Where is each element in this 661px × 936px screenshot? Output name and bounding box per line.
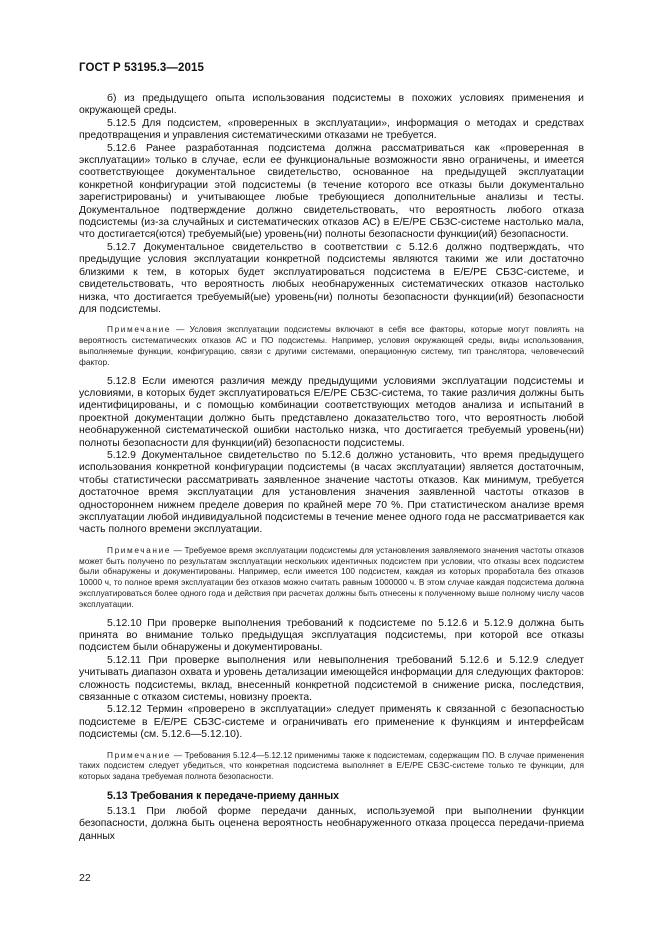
note-3 [79,750,584,782]
paragraph-5-12-5: 5.12.5 Для подсистем, «проверенных в эксплуатации», информация о методах и средствах предотвращения и управления систематическими отказами не требуется. [79,117,584,142]
note-label: Примечание [107,749,172,760]
paragraph-5-12-7: 5.12.7 Документальное свидетельство в соответствии с 5.12.6 должно подтверждать, что предыдущие условия эксплуатации конкретной подсистемы являются такими же или достаточно близкими к тем, в которых будет эксплуатироваться подсистема в E/E/PE СБЗС-системе, и свидетельствовать, что вероятность любых необнаруженных систематических отказов настолько низка, что достигается требуемый(ые) уровень(ни) полноты безопасности функции(ий) безопасности для подсистемы. [79,241,584,315]
paragraph-5-12-12: 5.12.12 Термин «проверено в эксплуатации» следует применять к связанной с безопасностью подсистеме в E/E/PE СБЗС-системе и ограничивать его применение к функциям и интерфейсам подсистемы (см. 5.12.6—5.12.10). [79,704,584,741]
note-text: — Требования 5.12.4—5.12.12 применимы также к подсистемам, содержащим ПО. В случае применения таких подсистем следует убедиться, что конкретная подсистема выполняет в E/E/PE СБЗС-системе только те функции, для которых задана требуемая полнота безопасности. [79,749,584,782]
paragraph-5-12-6: 5.12.6 Ранее разработанная подсистема должна рассматриваться как «проверенная в эксплуатации» только в случае, если ее функциональные возможности явно ограничены, и имеется соответствующее документальное свидетельство, основанное на предыдущей эксплуатации конкретной конфигурации этой подсистемы (в течение которого все отказы были документально зарегистрированы) и учитывающее любые требующиеся дополнительные анализы и тесты. Документальное подтверждение должно свидетельствовать, что вероятность любого отказа подсистемы (из-за случайных и систематических отказов АС) в E/E/PE СБЗС-системе настолько мала, что достигается(ются) требуемый(ые) уровень(ни) полноты безопасности функции(ий) безопасности. [79,142,584,241]
paragraph-5-12-10: 5.12.10 При проверке выполнения требований к подсистеме по 5.12.6 и 5.12.9 должна быть принята во внимание только предыдущая эксплуатация подсистемы, при которой все отказы подсистем были обнаружены и документированы. [79,617,584,654]
note-label: Примечание [107,324,172,335]
note-2 [79,545,584,610]
note-1 [79,324,584,367]
page-body [79,93,584,843]
paragraph-5-12-11: 5.12.11 При проверке выполнения или невыполнения требований 5.12.6 и 5.12.9 следует учитывать диапазон охвата и уровень детализации имеющейся информации для следующих факторов: сложность подсистемы, вклад, внесенный конкретной подсистемой в снижение риска, последствия, связанные с отказом системы, новизну проекта. [79,654,584,703]
note-text: — Требуемое время эксплуатации подсистемы для установления заявляемого значения частоты отказов может быть получено по результатам эксплуатации нескольких идентичных подсистем при условии, что отказы всех подсистем были обнаружены и документированы. Например, если имеется 100 подсистем, каждая из которых проработала без отказов 10000 ч, то полное время эксплуатации без отказов можно считать равным 1000000 ч. В этом случае каждая подсистема должна эксплуатироваться более одного года и действия при расчетах должны быть отнесены к полученному выше полному числу часов эксплуатации. [79,544,584,609]
document-header: ГОСТ Р 53195.3—2015 [79,62,204,74]
paragraph-5-12-9: 5.12.9 Документальное свидетельство по 5.12.6 должно установить, что время предыдущего использования конкретной конфигурации подсистемы (в часах эксплуатации) является достаточным, чтобы статистически рассматривать заявленное значение частоты отказов. Как минимум, требуется достаточное время эксплуатации для установления значения заявленной частоты отказов в одностороннем нижнем пределе доверия по крайней мере 70 %. При статистическом анализе время эксплуатации любой индивидуальной подсистемы в течение менее одного года не рассматривается как часть полного времени эксплуатации. [79,449,584,536]
paragraph-5-13-1: 5.13.1 При любой форме передачи данных, используемой при выполнении функции безопасности, должна быть оценена вероятность необнаруженного отказа процесса передачи-приема данных [79,806,584,842]
paragraph-b: б) из предыдущего опыта использования подсистемы в похожих условиях применения и окружающей среды. [79,93,584,117]
note-label: Примечание [107,544,172,555]
page-number: 22 [79,872,91,884]
paragraph-5-12-8: 5.12.8 Если имеются различия между предыдущими условиями эксплуатации подсистемы и условиями, в которых будет эксплуатироваться E/E/PE СБЗС-система, то такие различия должны быть идентифицированы, и с помощью комбинации соответствующих методов анализа и испытаний в проектной документации должно быть представлено доказательство того, что вероятность любой необнаруженной систематической ошибки настолько низка, что достигается требуемый уровень(ни) полноты безопасности для функции(ий) безопасности подсистемы. [79,375,584,449]
section-heading: 5.13 Требования к передаче-приему данных [107,790,340,803]
note-text: — Условия эксплуатации подсистемы включают в себя все факторы, которые могут повлиять на вероятность систематических отказов АС и ПО подсистемы. Например, условия окружающей среды, виды использования, выполняемые функции, конфигурацию, связи с другими системами, операционную систему, тип транслятора, человеческий фактор. [79,324,584,367]
